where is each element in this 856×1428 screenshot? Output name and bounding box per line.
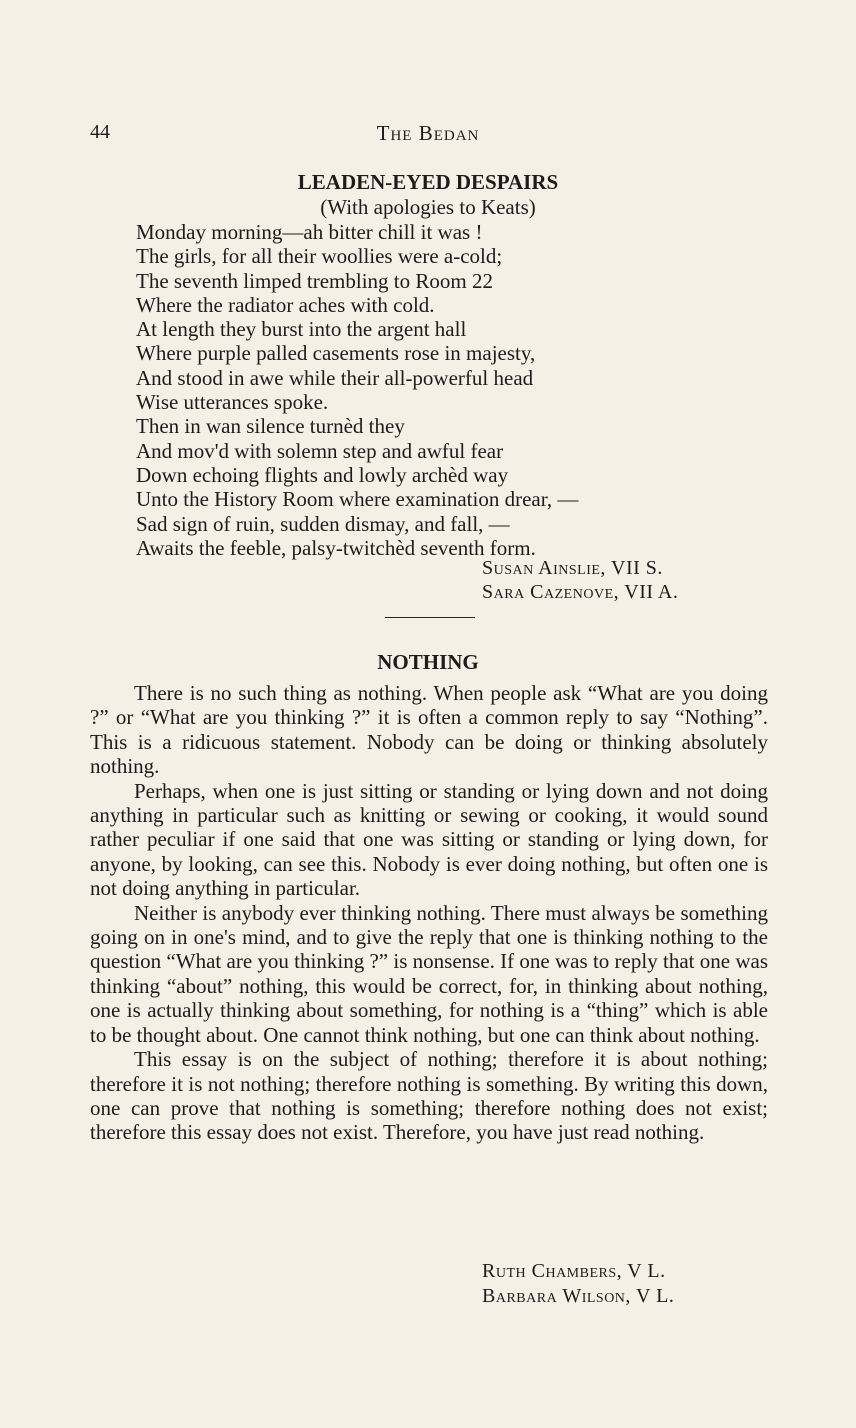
- poem-author: Sara Cazenove, VII A.: [482, 581, 679, 603]
- poem-line: The girls, for all their woollies were a-cold;: [136, 244, 503, 269]
- poem-line: Awaits the feeble, palsy-twitchèd seventh form.: [136, 535, 536, 560]
- essay-paragraph: This essay is on the subject of nothing; therefore it is about nothing; therefore it is not nothing; therefore nothing is something. By writing this down, one can prove that nothing is something; therefore nothing does not exist; therefore this essay does not exist. Therefore, you have just read nothing.: [90, 1047, 768, 1145]
- poem-line: Down echoing flights and lowly archèd way: [136, 462, 509, 487]
- running-title: The Bedan: [376, 121, 480, 145]
- poem-line: And stood in awe while their all-powerful head: [136, 365, 534, 390]
- poem-line: Then in wan silence turnèd they: [136, 414, 405, 439]
- essay-paragraph: There is no such thing as nothing. When people ask “What are you doing ?” or “What are you thinking ?” it is often a common reply to say “Nothing”. This is a ridicuous statement. Nobody can be doing or thinking absolutely nothing.: [90, 681, 768, 779]
- poem-line: Where purple palled casements rose in majesty,: [136, 341, 536, 366]
- poem-line: The seventh limped trembling to Room 22: [136, 268, 493, 293]
- essay-author: Ruth Chambers, V L.: [482, 1260, 666, 1282]
- poem-line: At length they burst into the argent hall: [136, 317, 467, 342]
- page-number: 44: [90, 121, 110, 143]
- poem-line: Sad sign of ruin, sudden dismay, and fall, —: [136, 511, 510, 536]
- essay-paragraph: Neither is anybody ever thinking nothing. There must always be something going on in one's mind, and to give the reply that one is thinking nothing to the question “What are you thinking ?” is nonsense. If one was to reply that one was thinking “about” nothing, this would be correct, for, in thinking about nothing, one is actually thinking about something, for nothing is a “thing” which is able to be thought about. One cannot think nothing, but one can think about nothing.: [90, 900, 768, 1047]
- essay-author: Barbara Wilson, V L.: [482, 1285, 675, 1307]
- poem-line: Unto the History Room where examination drear, —: [136, 487, 579, 512]
- poem-body: [136, 220, 578, 560]
- section-divider: [385, 617, 475, 618]
- essay-title: NOTHING: [377, 650, 479, 674]
- poem-author: Susan Ainslie, VII S.: [482, 557, 663, 579]
- poem-line: Wise utterances spoke.: [136, 390, 329, 415]
- poem-subtitle: (With apologies to Keats): [320, 195, 536, 219]
- essay-body: [90, 681, 768, 1145]
- poem-line: Monday morning—ah bitter chill it was !: [136, 220, 483, 244]
- poem-line: Where the radiator aches with cold.: [136, 292, 435, 317]
- poem-title: LEADEN-EYED DESPAIRS: [297, 170, 559, 194]
- poem-line: And mov'd with solemn step and awful fear: [136, 438, 504, 463]
- essay-paragraph: Perhaps, when one is just sitting or standing or lying down and not doing anything in particular such as knitting or sewing or cooking, it would sound rather peculiar if one said that one was sitting or standing or lying down, for anyone, by looking, can see this. Nobody is ever doing nothing, but often one is not doing anything in particular.: [90, 778, 768, 901]
